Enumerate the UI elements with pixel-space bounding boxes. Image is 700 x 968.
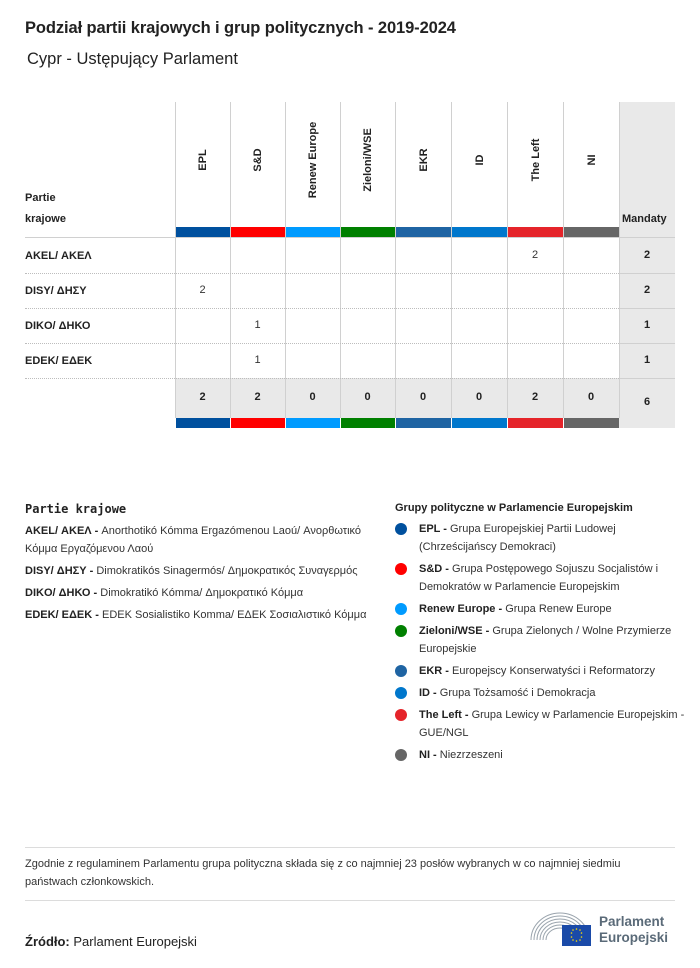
group-legend-item <box>395 746 685 764</box>
divider <box>25 847 675 848</box>
party-full-name: EDEK Sosialistiko Komma/ ΕΔΕΚ Σοσιαλιστικό Κόμμα <box>101 609 367 621</box>
group-full-name: Grupa Europejskiej Partii Ludowej (Chrześcijańscy Demokraci) <box>419 523 616 553</box>
group-total: 0 <box>419 391 427 403</box>
party-mandates: 1 <box>643 319 651 331</box>
group-color-dot-icon <box>395 603 407 615</box>
group-column-label: EKR <box>417 148 430 172</box>
group-color-bar-bottom <box>231 418 285 428</box>
group-abbr: EKR <box>419 665 443 677</box>
group-column-header <box>230 102 285 228</box>
group-abbr: The Left <box>419 709 462 721</box>
separator: - <box>442 665 453 677</box>
group-total: 0 <box>309 391 316 403</box>
group-column-header <box>285 102 340 228</box>
group-total: 0 <box>587 391 595 403</box>
group-column-label: Renew Europe <box>307 121 319 199</box>
table-row <box>25 273 675 308</box>
separator: - <box>495 603 506 615</box>
european-parliament-logo <box>529 910 679 950</box>
party-full-name: Dimokratikós Sinagermós/ Δημοκρατικός Συναγερμός <box>96 565 358 577</box>
group-total: 0 <box>475 391 483 403</box>
chart-subtitle: Cypr - Ustępujący Parlament <box>27 50 238 68</box>
source-line <box>25 934 197 949</box>
logo-text <box>599 914 668 946</box>
group-color-bar-top <box>231 227 285 237</box>
grand-total: 6 <box>643 396 651 408</box>
group-column-header <box>340 102 395 228</box>
group-color-dot-icon <box>395 625 407 637</box>
party-legend <box>25 502 370 628</box>
table-row <box>25 343 675 378</box>
separator: - <box>90 587 101 599</box>
group-full-name: Europejscy Konserwatyści i Reformatorzy <box>452 665 655 677</box>
group-abbr: Zieloni/WSE <box>419 625 483 637</box>
group-legend-item <box>395 622 685 658</box>
logo-line1: Parlament <box>599 914 665 929</box>
party-legend-title: Partie krajowe <box>25 502 127 516</box>
group-legend-item <box>395 662 685 680</box>
group-abbr: S&D <box>419 563 443 575</box>
group-abbr: EPL <box>419 523 441 535</box>
group-full-name: Grupa Tożsamość i Demokracja <box>439 687 596 699</box>
group-color-dot-icon <box>395 523 407 535</box>
group-color-bar-bottom <box>452 418 507 428</box>
hemicycle-icon <box>529 910 591 950</box>
row-divider <box>619 378 675 379</box>
group-column-header <box>451 102 507 228</box>
party-full-name: Dimokratikó Kómma/ Δημοκρατικό Κόμμα <box>100 587 304 599</box>
group-color-bar-bottom <box>564 418 619 428</box>
table-row <box>25 238 675 273</box>
party-header-line2: krajowe <box>25 213 66 225</box>
party-abbr: DISY/ ΔΗΣΥ <box>25 565 87 577</box>
party-name: DIKO/ ΔΗΚΟ <box>25 320 91 332</box>
party-name: AKEL/ ΑΚΕΛ <box>25 250 92 262</box>
group-legend-item <box>395 600 685 618</box>
group-full-name: Grupa Zielonych / Wolne Przymierze Europejskie <box>419 625 672 655</box>
seat-distribution-table <box>25 102 675 428</box>
group-color-bar-top <box>176 227 230 237</box>
group-legend-item <box>395 684 685 702</box>
separator: - <box>482 625 493 637</box>
group-column-label: S&D <box>252 148 264 172</box>
group-column-label: NI <box>585 154 598 166</box>
party-legend-item <box>25 584 370 602</box>
separator: - <box>91 525 102 537</box>
group-legend-item <box>395 520 685 556</box>
party-legend-item <box>25 606 370 624</box>
seat-count-cell: 2 <box>199 284 206 296</box>
seat-count-cell: 2 <box>531 249 539 261</box>
group-column-label: Zieloni/WSE <box>362 128 374 192</box>
party-name: DISY/ ΔΗΣΥ <box>25 285 87 297</box>
group-color-dot-icon <box>395 687 407 699</box>
party-legend-item <box>25 522 370 558</box>
group-color-bar-bottom <box>396 418 451 428</box>
seat-count-cell: 1 <box>254 319 261 331</box>
group-color-bar-bottom <box>286 418 340 428</box>
party-header-line1: Partie <box>25 192 56 204</box>
party-abbr: DIKO/ ΔΗΚΟ <box>25 587 91 599</box>
group-color-dot-icon <box>395 665 407 677</box>
group-column-header <box>175 102 230 228</box>
party-mandates: 2 <box>643 249 651 261</box>
group-color-bar-bottom <box>341 418 395 428</box>
mandates-header: Mandaty <box>622 213 667 225</box>
group-color-bar-top <box>341 227 395 237</box>
group-color-dot-icon <box>395 563 407 575</box>
group-color-bar-top <box>564 227 619 237</box>
group-color-bar-bottom <box>508 418 563 428</box>
group-total: 0 <box>364 391 371 403</box>
group-abbr: NI <box>419 749 430 761</box>
group-color-bar-top <box>452 227 507 237</box>
group-color-dot-icon <box>395 709 407 721</box>
group-column-header <box>507 102 563 228</box>
group-abbr: ID <box>419 687 430 699</box>
party-mandates: 2 <box>643 284 651 296</box>
separator: - <box>430 687 440 699</box>
party-name: EDEK/ ΕΔΕΚ <box>25 355 93 367</box>
party-mandates: 1 <box>643 354 651 366</box>
group-total: 2 <box>531 391 539 403</box>
group-column-label: EPL <box>197 149 209 171</box>
group-legend <box>395 502 685 768</box>
group-color-dot-icon <box>395 749 407 761</box>
group-column-label: ID <box>473 154 486 166</box>
source-value: Parlament Europejski <box>73 934 197 949</box>
group-color-bar-top <box>508 227 563 237</box>
party-full-name: Anorthotikó Kómma Ergazómenou Laoú/ Ανορθωτικό Κόμμα Εργαζόμενου Λαού <box>25 525 362 555</box>
group-color-bar-top <box>396 227 451 237</box>
party-abbr: EDEK/ ΕΔΕΚ <box>25 609 93 621</box>
group-full-name: Grupa Lewicy w Parlamencie Europejskim - GUE/NGL <box>419 709 685 739</box>
group-column-header <box>395 102 451 228</box>
group-color-bar-top <box>286 227 340 237</box>
separator: - <box>86 565 97 577</box>
group-total: 2 <box>254 391 261 403</box>
separator: - <box>440 523 450 535</box>
table-row <box>25 308 675 343</box>
party-column-header <box>25 188 66 230</box>
group-full-name: Niezrzeszeni <box>439 749 503 761</box>
group-legend-title: Grupy polityczne w Parlamencie Europejskim <box>395 502 633 514</box>
group-full-name: Grupa Postępowego Sojuszu Socjalistów i Demokratów w Parlamencie Europejskim <box>419 563 659 593</box>
group-abbr: Renew Europe <box>419 603 496 615</box>
seat-count-cell: 1 <box>254 354 261 366</box>
separator: - <box>92 609 102 621</box>
group-legend-item <box>395 706 685 742</box>
party-legend-item <box>25 562 370 580</box>
source-label: Źródło: <box>25 934 70 949</box>
group-full-name: Grupa Renew Europe <box>505 603 612 615</box>
footnote: Zgodnie z regulaminem Parlamentu grupa polityczna składa się z co najmniej 23 posłów wybranych w co najmniej siedmiu państwach członkowskich. <box>25 858 621 888</box>
chart-title: Podział partii krajowych i grup politycznych - 2019-2024 <box>25 19 456 37</box>
logo-line2: Europejski <box>599 930 669 945</box>
group-legend-item <box>395 560 685 596</box>
group-column-header <box>563 102 619 228</box>
separator: - <box>442 563 453 575</box>
group-column-label: The Left <box>529 138 542 182</box>
divider <box>25 900 675 901</box>
group-total: 2 <box>199 391 206 403</box>
group-color-bar-bottom <box>176 418 230 428</box>
party-abbr: AKEL/ ΑΚΕΛ <box>25 525 92 537</box>
row-divider <box>25 378 619 379</box>
separator: - <box>461 709 472 721</box>
separator: - <box>430 749 440 761</box>
